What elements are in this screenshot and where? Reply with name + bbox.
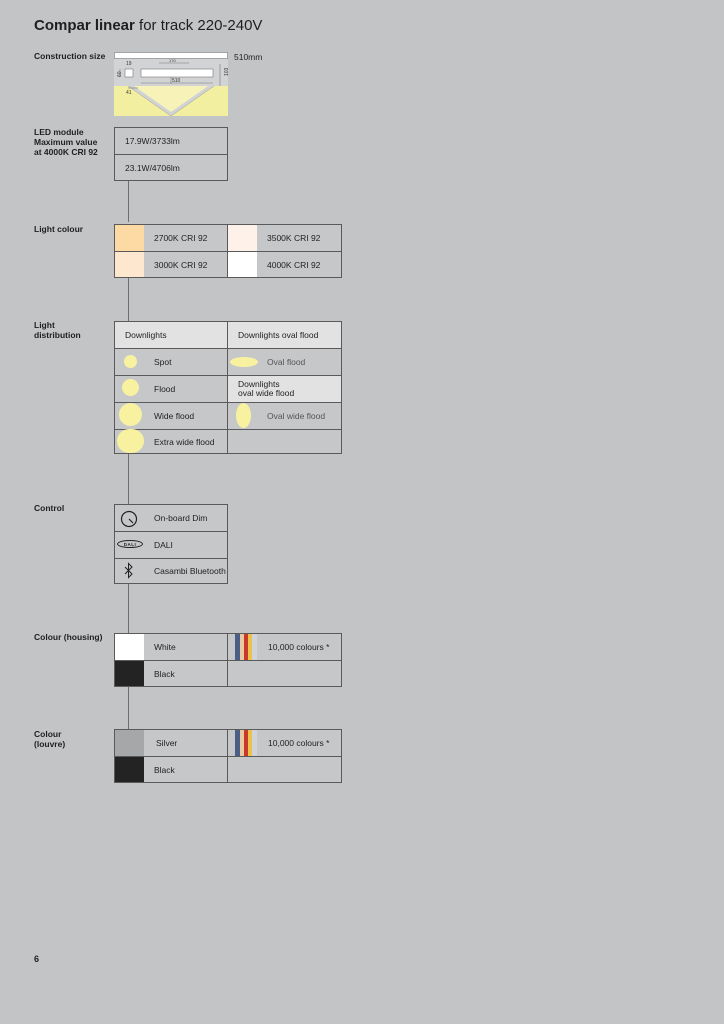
page-number: 6 xyxy=(34,954,40,964)
bluetooth-icon xyxy=(124,562,134,580)
divider xyxy=(115,660,341,661)
svg-text:103: 103 xyxy=(224,67,230,76)
colour-swatch-2700k xyxy=(115,225,144,251)
divider xyxy=(227,322,228,453)
colour-louvre-label: Colour (louvre) xyxy=(34,729,66,749)
divider xyxy=(115,756,341,757)
control-option-casambi-bluetooth[interactable]: Casambi Bluetooth xyxy=(154,566,226,576)
led-option[interactable]: 17.9W/3733lm xyxy=(125,136,180,146)
connector-line xyxy=(128,181,129,222)
distribution-option-oval-wide-flood[interactable]: Oval wide flood xyxy=(267,411,326,421)
led-module-table xyxy=(114,127,228,181)
control-option-dali[interactable]: DALI xyxy=(154,540,173,550)
dali-logo-icon: DALI xyxy=(117,540,143,548)
wide-flood-beam-icon xyxy=(119,403,142,426)
light-colour-table xyxy=(114,224,342,278)
divider xyxy=(227,225,228,277)
led-option[interactable]: 23.1W/4706lm xyxy=(125,163,180,173)
construction-size-label: Construction size xyxy=(34,51,106,61)
colour-housing-label: Colour (housing) xyxy=(34,632,103,642)
downlights-oval-flood-header: Downlights oval flood xyxy=(228,322,341,348)
led-module-label: LED module Maximum value at 4000K CRI 92 xyxy=(34,127,98,157)
connector-line xyxy=(128,278,129,321)
light-distribution-label: Light distribution xyxy=(34,320,81,340)
oval-flood-beam-icon xyxy=(230,357,258,367)
oval-wide-flood-beam-icon xyxy=(236,403,251,428)
louvre-option-black[interactable]: Black xyxy=(154,764,175,775)
housing-option-white[interactable]: White xyxy=(154,642,176,652)
housing-option-10000-colours[interactable]: 10,000 colours * xyxy=(268,642,330,652)
light-colour-option[interactable]: 4000K CRI 92 xyxy=(267,259,321,270)
connector-line xyxy=(128,584,129,633)
colour-swatch-3000k xyxy=(115,252,144,277)
svg-text:510: 510 xyxy=(172,78,181,84)
louvre-swatch-silver xyxy=(115,730,144,756)
flood-beam-icon xyxy=(122,379,139,396)
colour-louvre-table xyxy=(114,729,342,783)
construction-drawing xyxy=(114,52,228,116)
colour-housing-table xyxy=(114,633,342,687)
control-label: Control xyxy=(34,503,65,513)
light-colour-option[interactable]: 2700K CRI 92 xyxy=(154,233,208,243)
control-option-onboard-dim[interactable]: On-board Dim xyxy=(154,513,208,523)
housing-swatch-black xyxy=(115,661,144,686)
distribution-option-extra-wide-flood[interactable]: Extra wide flood xyxy=(154,436,215,447)
multicolour-stripes-icon xyxy=(235,634,259,660)
distribution-option-spot[interactable]: Spot xyxy=(154,357,172,367)
housing-option-black[interactable]: Black xyxy=(154,668,175,679)
colour-swatch-3500k xyxy=(228,225,257,251)
svg-text:41: 41 xyxy=(126,90,132,96)
dimmer-knob-icon xyxy=(120,510,138,528)
spot-beam-icon xyxy=(124,355,137,368)
svg-text:170: 170 xyxy=(169,58,176,63)
light-colour-option[interactable]: 3000K CRI 92 xyxy=(154,259,208,270)
housing-swatch-white xyxy=(115,634,144,660)
multicolour-stripes-icon xyxy=(235,730,259,756)
construction-size-value: 510mm xyxy=(234,52,263,62)
downlights-header: Downlights xyxy=(115,322,227,348)
divider xyxy=(227,730,228,782)
light-colour-option[interactable]: 3500K CRI 92 xyxy=(267,233,321,243)
louvre-swatch-black xyxy=(115,757,144,782)
downlights-oval-wide-flood-header: Downlights oval wide flood xyxy=(228,376,341,402)
divider xyxy=(115,429,341,430)
connector-line xyxy=(128,687,129,729)
connector-line xyxy=(128,454,129,504)
distribution-option-oval-flood[interactable]: Oval flood xyxy=(267,357,306,367)
extra-wide-flood-beam-icon xyxy=(117,429,144,453)
distribution-option-flood[interactable]: Flood xyxy=(154,384,176,394)
svg-text:19: 19 xyxy=(126,61,132,67)
dimension-diagram xyxy=(114,52,228,116)
page-title: Compar linear for track 220-240V xyxy=(34,17,263,34)
distribution-option-wide-flood[interactable]: Wide flood xyxy=(154,411,195,421)
light-colour-label: Light colour xyxy=(34,224,84,234)
light-distribution-table xyxy=(114,321,342,454)
louvre-option-10000-colours[interactable]: 10,000 colours * xyxy=(268,738,330,748)
colour-swatch-4000k xyxy=(228,252,257,277)
louvre-option-silver[interactable]: Silver xyxy=(156,738,178,748)
divider xyxy=(227,634,228,686)
control-table xyxy=(114,504,228,584)
svg-text:60: 60 xyxy=(117,71,123,77)
